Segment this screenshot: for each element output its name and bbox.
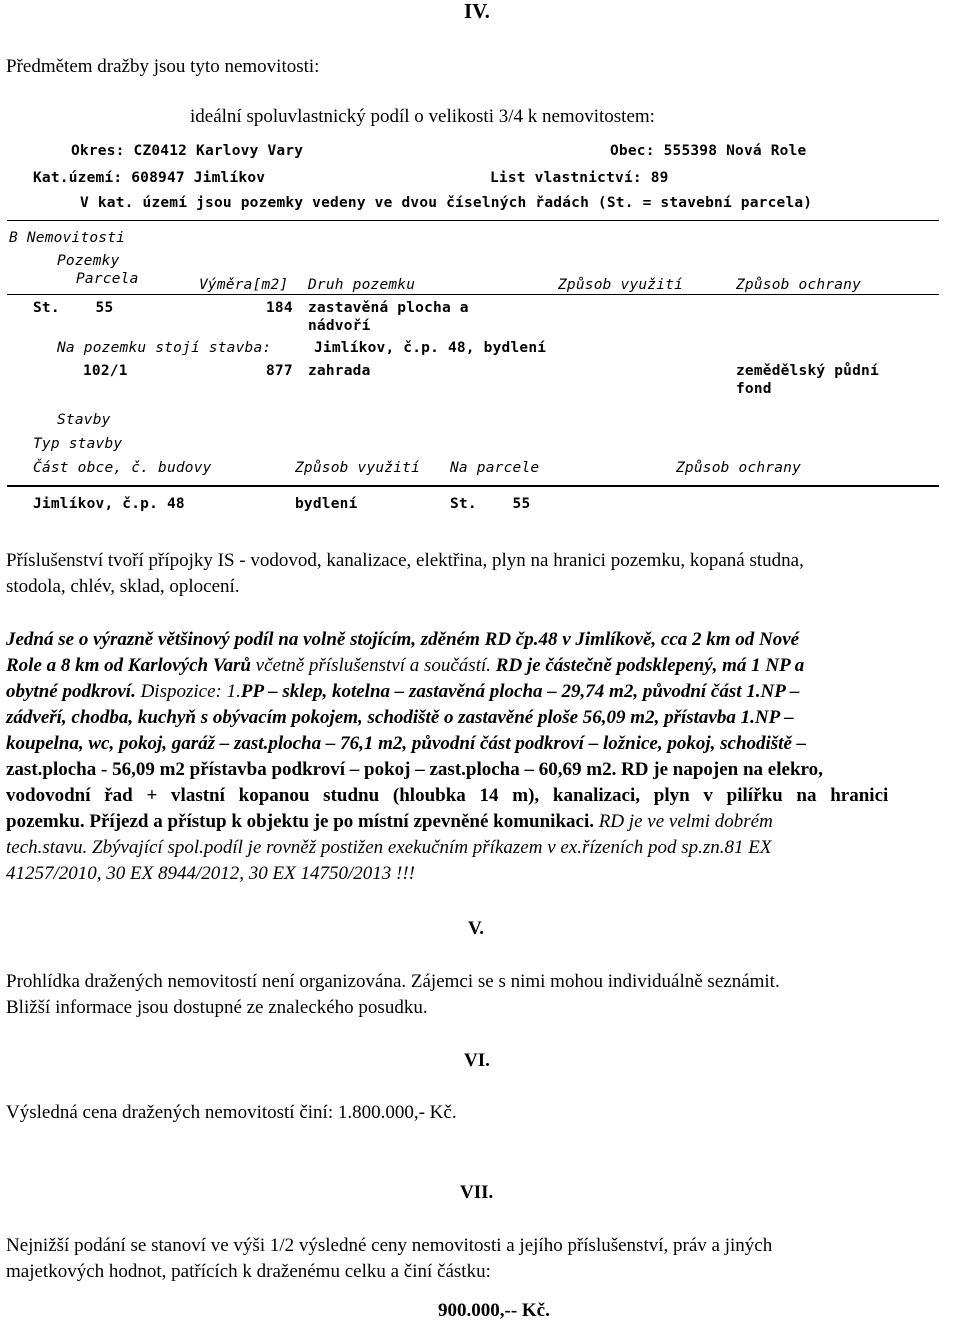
description-line: koupelna, wc, pokoj, garáž – zast.plocha – 76,1 m2, původní část podkroví – ložnice, pokoj, schodiště – bbox=[6, 733, 807, 754]
parcel-st55: St. 55 bbox=[33, 300, 114, 316]
section-vi-line-1: Výsledná cena dražených nemovitostí činí: 1.800.000,- Kč. bbox=[6, 1102, 457, 1123]
stavby-label: Stavby bbox=[57, 412, 111, 428]
col-cast-obce: Část obce, č. budovy bbox=[33, 460, 212, 476]
divider bbox=[7, 485, 939, 487]
parcel-102-1-ochrana-cont: fond bbox=[736, 381, 772, 397]
share-statement: ideální spoluvlastnický podíl o velikosti 3/4 k nemovitostem: bbox=[190, 106, 655, 127]
section-vii-heading: VII. bbox=[460, 1182, 494, 1203]
description-line: tech.stavu. Zbývající spol.podíl je rovněž postižen exekučním příkazem v ex.řízeních pod sp.zn.81 EX bbox=[6, 837, 772, 858]
parcel-102-1-area: 877 bbox=[266, 363, 293, 379]
col-vymera: Výměra[m2] bbox=[199, 277, 289, 293]
parcel-st55-druh-cont: nádvoří bbox=[308, 318, 371, 334]
section-v-line-1: Prohlídka dražených nemovitostí není organizována. Zájemci se s nimi mohou individuálně seznámit. bbox=[6, 971, 780, 992]
col-na-parcele: Na parcele bbox=[450, 460, 540, 476]
building-zpusob: bydlení bbox=[295, 496, 358, 512]
col-zpusob: Způsob využití bbox=[558, 277, 684, 293]
section-vii-line-1: Nejnižší podání se stanoví ve výši 1/2 výsledné ceny nemovitosti a jejího příslušenství, práv a jiných bbox=[6, 1235, 773, 1256]
stavba-label: Na pozemku stojí stavba: bbox=[57, 340, 272, 356]
kat-uzemi-field: Kat.území: 608947 Jimlíkov bbox=[33, 170, 266, 186]
building-parcela: St. 55 bbox=[450, 496, 531, 512]
accessories-line-1: Příslušenství tvoří přípojky IS - vodovod, kanalizace, elektřina, plyn na hranici pozemku, kopaná studna, bbox=[6, 550, 804, 571]
section-vi-heading: VI. bbox=[464, 1050, 490, 1071]
list-vlastnictvi-field: List vlastnictví: 89 bbox=[490, 170, 669, 186]
description-line: pozemku. Příjezd a přístup k objektu je po místní zpevněné komunikaci. RD je ve velmi dobrém bbox=[6, 811, 773, 832]
obec-field: Obec: 555398 Nová Role bbox=[610, 143, 807, 159]
divider bbox=[7, 294, 939, 295]
col-ochrana: Způsob ochrany bbox=[736, 277, 862, 293]
section-v-line-2: Bližší informace jsou dostupné ze znaleckého posudku. bbox=[6, 997, 428, 1018]
parcel-st55-area: 184 bbox=[266, 300, 293, 316]
okres-field: Okres: CZ0412 Karlovy Vary bbox=[71, 143, 304, 159]
parcel-102-1: 102/1 bbox=[83, 363, 128, 379]
section-vii-line-2: majetkových hodnot, patřících k draženému celku a činí částku: bbox=[6, 1261, 491, 1282]
description-line: vodovodní řad + vlastní kopanou studnu (hloubka 14 m), kanalizaci, plyn v pilířku na hranici bbox=[6, 785, 889, 806]
parcela-label: Parcela bbox=[76, 271, 139, 287]
col-druh: Druh pozemku bbox=[308, 277, 416, 293]
building-cast: Jimlíkov, č.p. 48 bbox=[33, 496, 185, 512]
section-iv-heading: IV. bbox=[464, 0, 490, 23]
stavba-value: Jimlíkov, č.p. 48, bydlení bbox=[314, 340, 547, 356]
typ-stavby-label: Typ stavby bbox=[33, 436, 123, 452]
description-line: zádveří, chodba, kuchyň s obývacím pokojem, schodiště o zastavěné ploše 56,09 m2, přístavba 1.NP – bbox=[6, 707, 794, 728]
description-line: obytné podkroví. Dispozice: 1.PP – sklep, kotelna – zastavěná plocha – 29,74 m2, původní část 1.NP – bbox=[6, 681, 800, 702]
lowest-bid-amount: 900.000,-- Kč. bbox=[438, 1300, 550, 1321]
parcel-102-1-ochrana: zemědělský půdní bbox=[736, 363, 879, 379]
pozemky-label: Pozemky bbox=[57, 253, 120, 269]
parcel-102-1-druh: zahrada bbox=[308, 363, 371, 379]
description-line: Role a 8 km od Karlových Varů včetně příslušenství a součástí. RD je částečně podsklepený, má 1 NP a bbox=[6, 655, 805, 676]
accessories-line-2: stodola, chlév, sklad, oplocení. bbox=[6, 576, 240, 597]
divider bbox=[7, 220, 939, 221]
description-line: 41257/2010, 30 EX 8944/2012, 30 EX 14750/2013 !!! bbox=[6, 863, 415, 884]
parcel-st55-druh: zastavěná plocha a bbox=[308, 300, 469, 316]
section-iv-intro: Předmětem dražby jsou tyto nemovitosti: bbox=[6, 56, 320, 77]
section-b-label: B Nemovitosti bbox=[9, 230, 126, 246]
description-line: Jedná se o výrazně většinový podíl na volně stojícím, zděném RD čp.48 v Jimlíkově, cca 2 km od Nové bbox=[6, 629, 800, 650]
col-zpusob-2: Způsob využití bbox=[295, 460, 421, 476]
description-line: zast.plocha - 56,09 m2 přístavba podkroví – pokoj – zast.plocha – 60,69 m2. RD je napojen na elekro, bbox=[6, 759, 823, 780]
section-v-heading: V. bbox=[468, 918, 485, 939]
col-ochrana-2: Způsob ochrany bbox=[676, 460, 802, 476]
cadastre-note: V kat. území jsou pozemky vedeny ve dvou číselných řadách (St. = stavební parcela) bbox=[80, 195, 813, 211]
